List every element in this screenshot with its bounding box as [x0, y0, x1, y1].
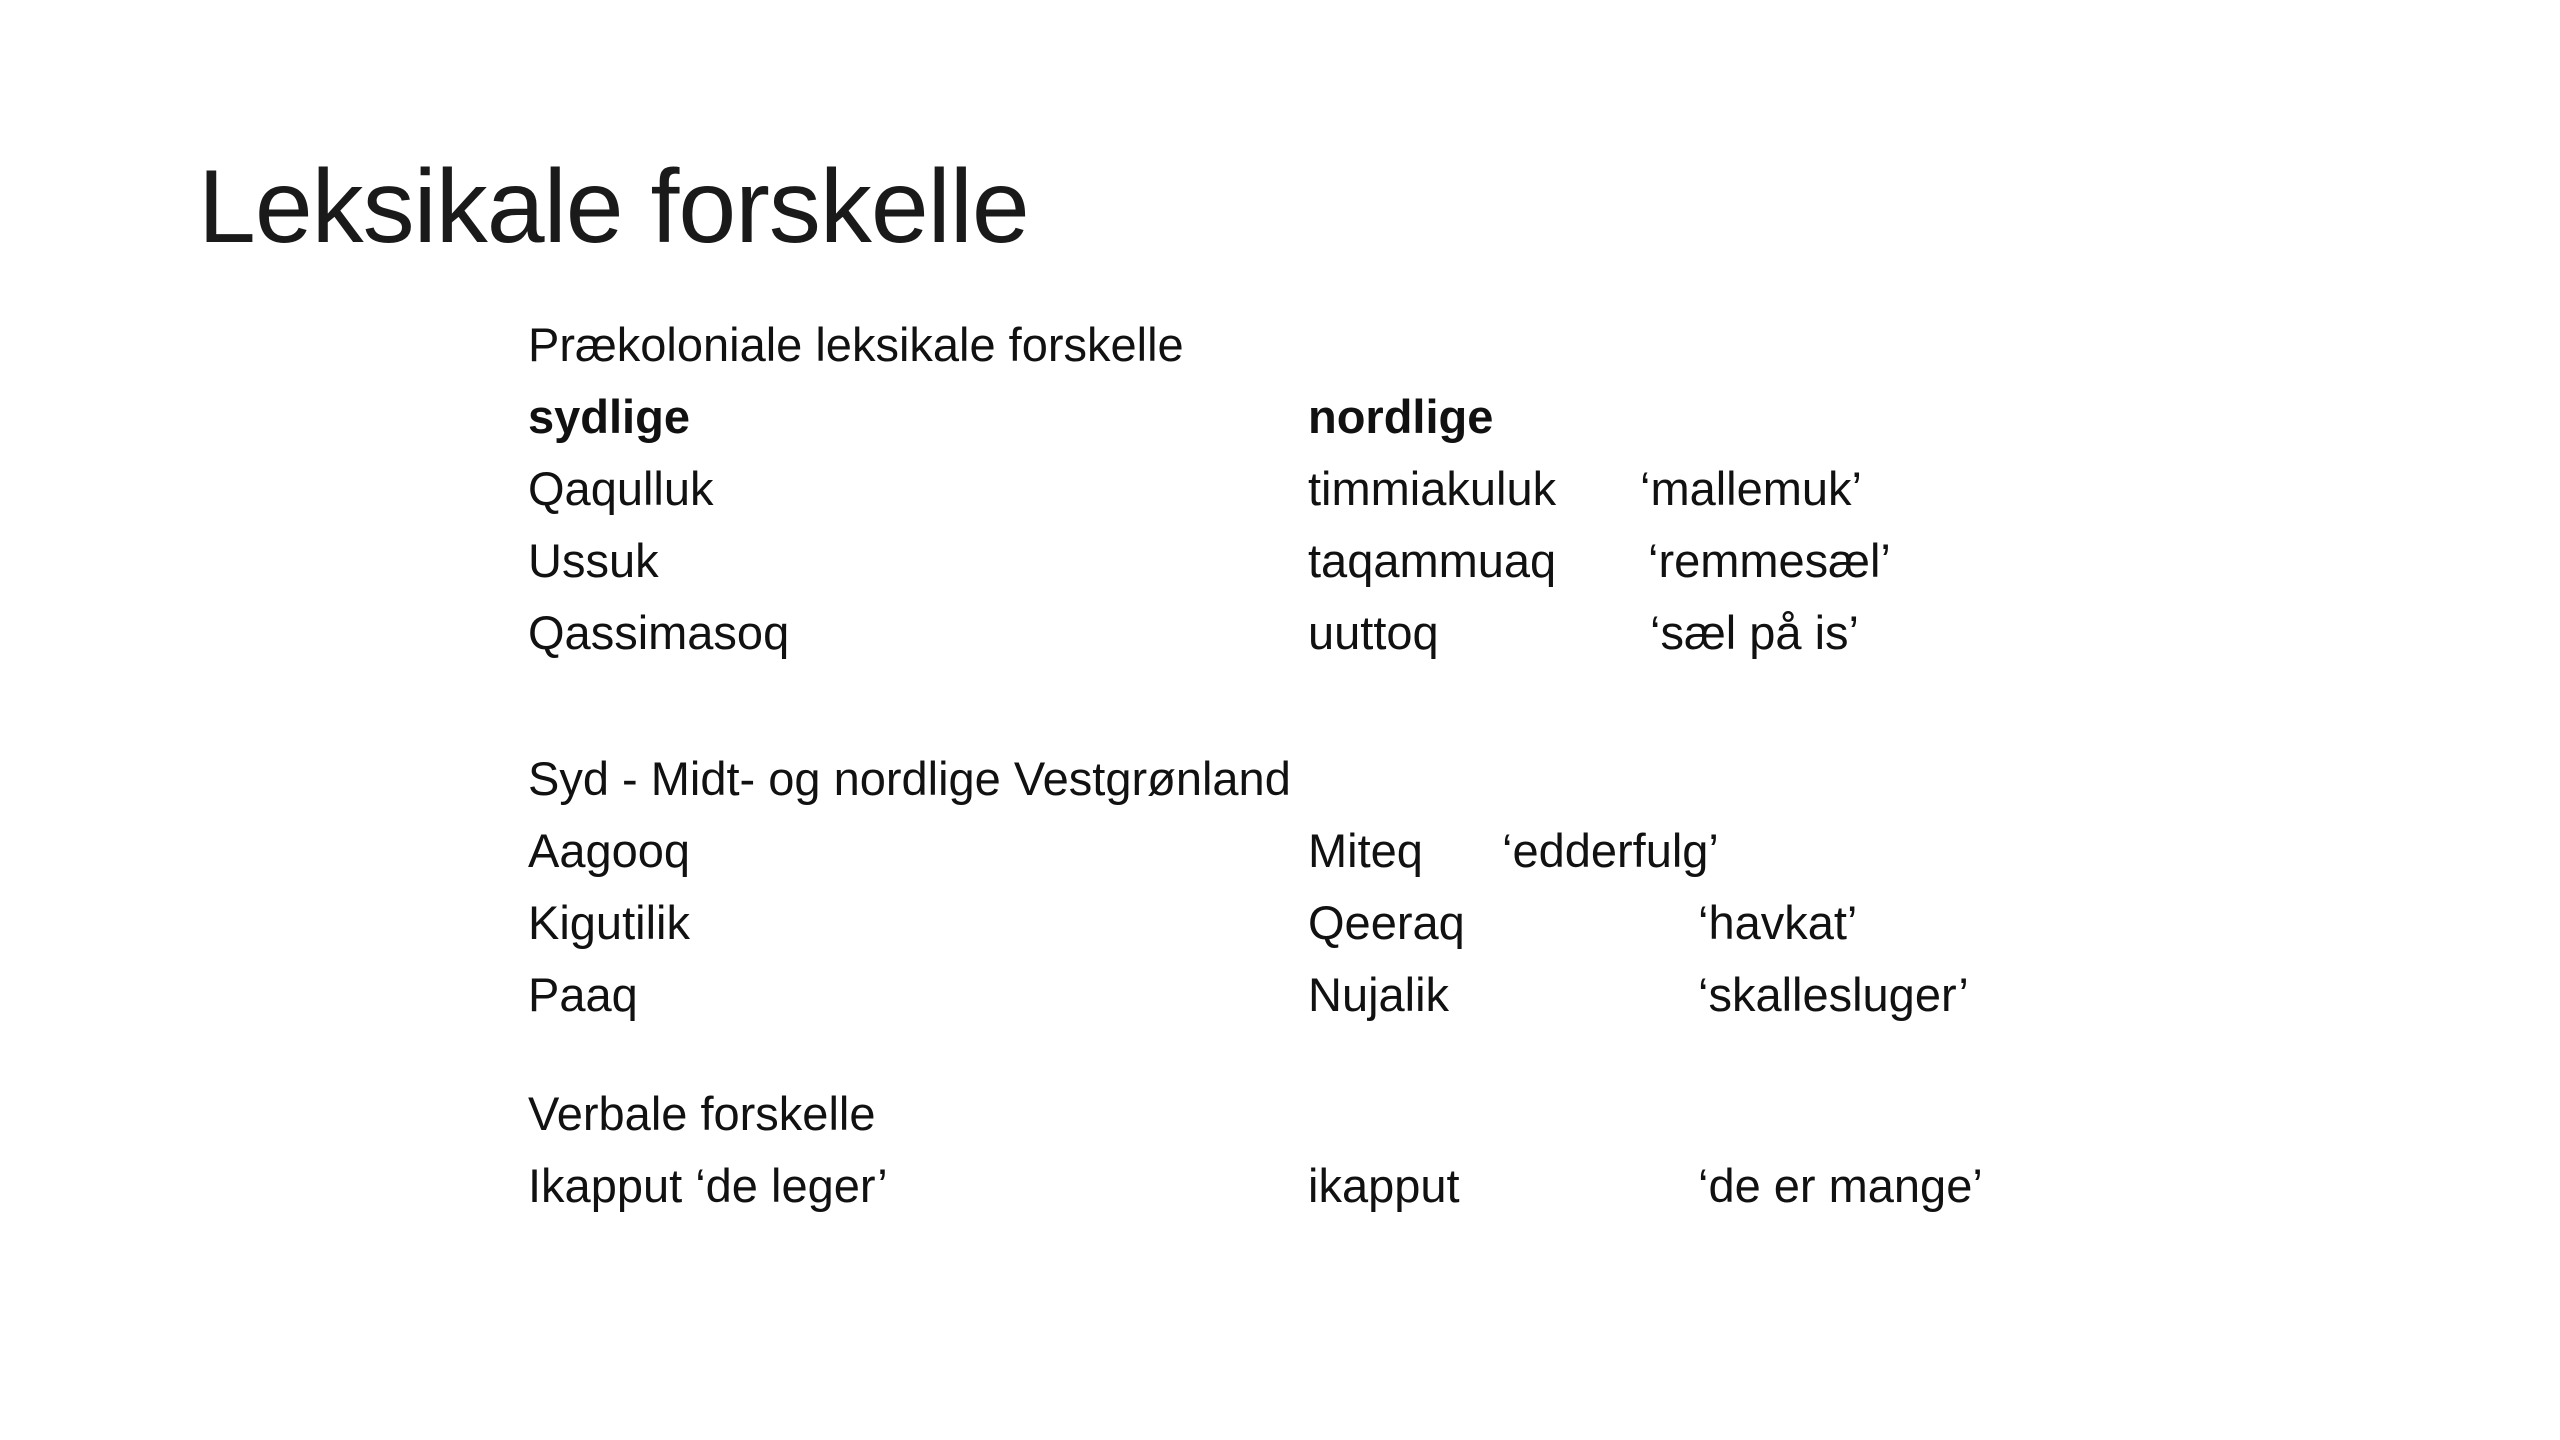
north-word: uuttoq — [1308, 606, 1439, 659]
section-heading-regional: Syd - Midt- og nordlige Vestgrønland — [528, 752, 1291, 805]
column-header-north: nordlige — [1308, 390, 1494, 443]
north-word: Miteq — [1308, 824, 1423, 877]
north-word: timmiakuluk — [1308, 462, 1557, 515]
gloss: ‘de er mange’ — [1698, 1159, 1983, 1212]
north-word: taqammuaq — [1308, 534, 1557, 587]
north-word: Nujalik — [1308, 968, 1450, 1021]
south-word: Ikapput ‘de leger’ — [528, 1159, 888, 1212]
north-word: ikapput — [1308, 1159, 1460, 1212]
section-heading-precolonial: Prækoloniale leksikale forskelle — [528, 318, 1184, 371]
south-word: Qassimasoq — [528, 606, 790, 659]
gloss: ‘edderfulg’ — [1502, 824, 1719, 877]
column-header-south: sydlige — [528, 390, 690, 443]
gloss: ‘sæl på is’ — [1650, 606, 1859, 659]
south-word: Aagooq — [528, 824, 691, 877]
south-word: Kigutilik — [528, 896, 690, 949]
gloss: ‘mallemuk’ — [1640, 462, 1862, 515]
south-word: Paaq — [528, 968, 638, 1021]
gloss: ‘skallesluger’ — [1698, 968, 1969, 1021]
gloss: ‘havkat’ — [1698, 896, 1858, 949]
slide-title: Leksikale forskelle — [198, 149, 1029, 265]
north-word: Qeeraq — [1308, 896, 1465, 949]
south-word: Qaqulluk — [528, 462, 714, 515]
section-heading-verbal: Verbale forskelle — [528, 1087, 876, 1140]
gloss: ‘remmesæl’ — [1648, 534, 1891, 587]
south-word: Ussuk — [528, 534, 659, 587]
